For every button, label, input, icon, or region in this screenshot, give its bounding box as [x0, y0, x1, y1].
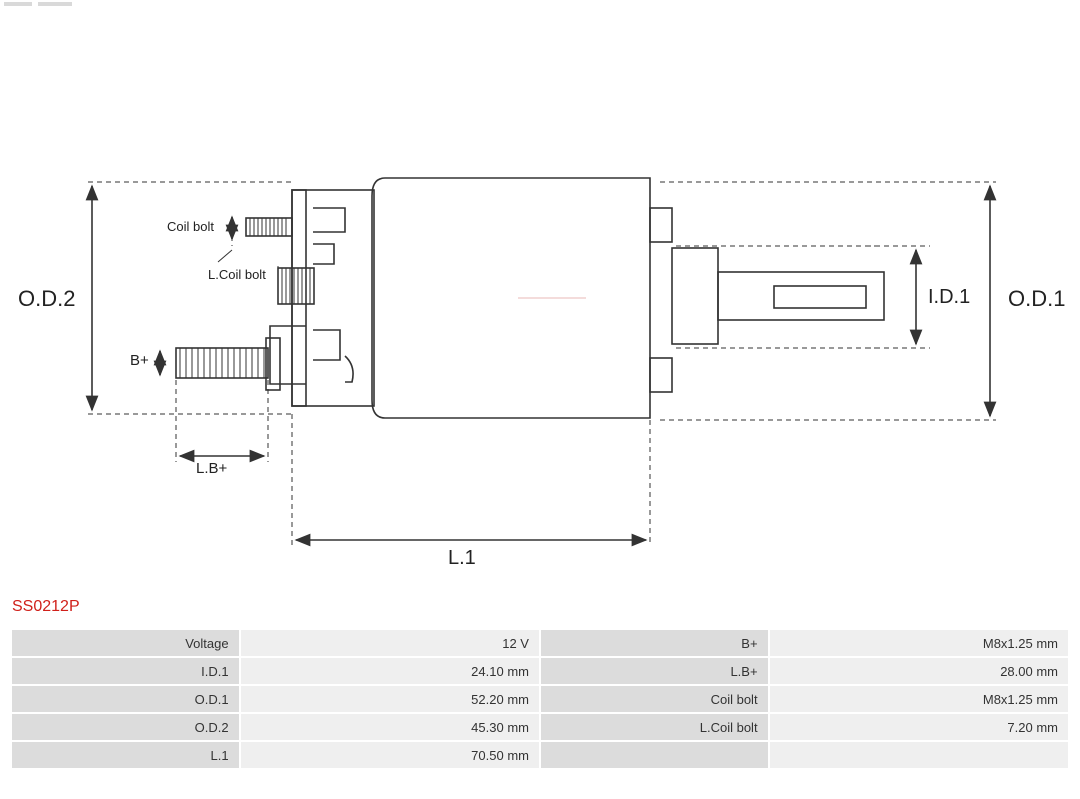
internal-detail-2 [313, 244, 334, 264]
spec-key: O.D.1 [12, 686, 239, 712]
spec-value-empty [770, 742, 1068, 768]
internal-detail-4 [270, 326, 306, 384]
spec-value: 24.10 mm [241, 658, 539, 684]
spec-value: M8x1.25 mm [770, 686, 1068, 712]
spec-value: M8x1.25 mm [770, 630, 1068, 656]
spec-value: 7.20 mm [770, 714, 1068, 740]
dimension-arrows [92, 186, 990, 540]
coil-bolt-stud [246, 218, 292, 236]
coil-bolt-threads [250, 218, 286, 236]
internal-detail-5 [345, 356, 353, 382]
spec-value: 52.20 mm [241, 686, 539, 712]
dimension-label-l-coil-bolt: L.Coil bolt [208, 267, 266, 282]
dimension-label-coil-bolt: Coil bolt [167, 219, 214, 234]
spec-key: Voltage [12, 630, 239, 656]
solenoid-body [372, 178, 650, 418]
plunger-shaft [718, 272, 884, 320]
dimension-label-id1: I.D.1 [928, 286, 971, 308]
l-coil-bolt-section [278, 268, 314, 304]
l-coil-bolt-threads [282, 268, 310, 304]
spec-key: B+ [541, 630, 768, 656]
specification-table [10, 628, 1070, 770]
spec-key-empty [541, 742, 768, 768]
table-row [12, 630, 1068, 656]
right-tab-lower [650, 358, 672, 392]
dimension-label-od2: O.D.2 [18, 286, 76, 311]
right-flange [672, 248, 718, 344]
dimension-label-l-b-plus: L.B+ [196, 460, 228, 477]
part-number: SS0212P [12, 598, 80, 615]
spec-value: 28.00 mm [770, 658, 1068, 684]
spec-key: L.1 [12, 742, 239, 768]
spec-value: 12 V [241, 630, 539, 656]
table-row [12, 742, 1068, 768]
dimension-label-l1: L.1 [448, 547, 476, 569]
table-row [12, 658, 1068, 684]
table-row [12, 714, 1068, 740]
internal-detail-1 [313, 208, 345, 232]
dimension-label-b-plus: B+ [130, 352, 149, 369]
spec-value: 45.30 mm [241, 714, 539, 740]
spec-value: 70.50 mm [241, 742, 539, 768]
spec-key: I.D.1 [12, 658, 239, 684]
spec-key: L.B+ [541, 658, 768, 684]
spec-key: O.D.2 [12, 714, 239, 740]
extension-lines [88, 182, 996, 545]
contact-cap [292, 190, 374, 406]
internal-detail-3 [313, 330, 340, 360]
dimension-label-od1: O.D.1 [1008, 286, 1066, 311]
right-tab-upper [650, 208, 672, 242]
spec-key: L.Coil bolt [541, 714, 768, 740]
spec-key: Coil bolt [541, 686, 768, 712]
plunger-slot [774, 286, 866, 308]
b-plus-threads [180, 348, 264, 378]
table-row [12, 686, 1068, 712]
